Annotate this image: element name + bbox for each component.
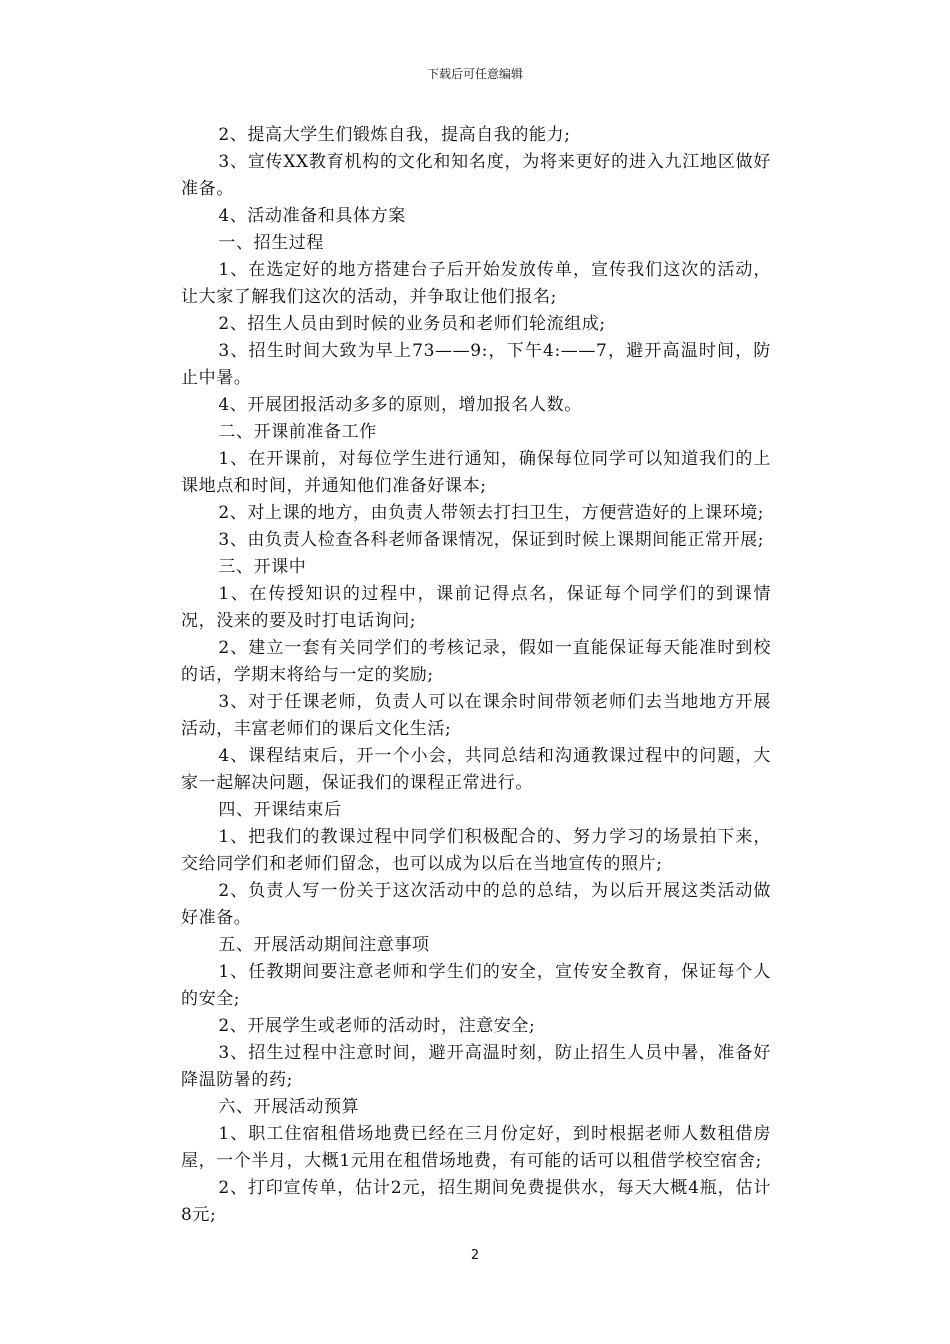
page-number: 2 bbox=[470, 1248, 480, 1263]
paragraph: 4、活动准备和具体方案 bbox=[218, 206, 406, 226]
paragraph: 2、打印宣传单，估计2元，招生期间免费提供水，每天大概4瓶，估计8元; bbox=[181, 1178, 771, 1225]
paragraph: 3、招生时间大致为早上73——9:，下午4:——7，避开高温时间，防止中暑。 bbox=[181, 341, 771, 388]
paragraph: 4、课程结束后，开一个小会，共同总结和沟通教课过程中的问题，大家一起解决问题，保证我们的课程正常进行。 bbox=[181, 746, 771, 793]
paragraph: 1、把我们的教课过程中同学们积极配合的、努力学习的场景拍下来，交给同学们和老师们留念，也可以成为以后在当地宣传的照片; bbox=[181, 827, 771, 874]
paragraph: 1、在开课前，对每位学生进行通知，确保每位同学可以知道我们的上课地点和时间，并通知他们准备好课本; bbox=[181, 449, 771, 496]
paragraph: 3、招生过程中注意时间，避开高温时刻，防止招生人员中暑，准备好降温防暑的药; bbox=[181, 1043, 771, 1090]
paragraph: 1、在选定好的地方搭建台子后开始发放传单，宣传我们这次的活动，让大家了解我们这次的活动，并争取让他们报名; bbox=[181, 260, 771, 307]
paragraph: 2、提高大学生们锻炼自我，提高自我的能力; bbox=[218, 125, 571, 145]
paragraph: 1、任教期间要注意老师和学生们的安全，宣传安全教育，保证每个人的安全; bbox=[181, 962, 771, 1009]
section-heading: 一、招生过程 bbox=[218, 233, 324, 253]
section-heading: 四、开课结束后 bbox=[218, 800, 342, 820]
paragraph: 3、对于任课老师，负责人可以在课余时间带领老师们去当地地方开展活动，丰富老师们的课后文化生活; bbox=[181, 692, 771, 739]
paragraph: 3、由负责人检查各科老师备课情况，保证到时候上课期间能正常开展; bbox=[218, 530, 765, 550]
section-heading: 三、开课中 bbox=[218, 557, 307, 577]
paragraph: 2、建立一套有关同学们的考核记录，假如一直能保证每天能准时到校的话，学期末将给与一定的奖励; bbox=[181, 638, 771, 685]
paragraph: 2、对上课的地方，由负责人带领去打扫卫生，方便营造好的上课环境; bbox=[218, 503, 765, 523]
paragraph: 2、招生人员由到时候的业务员和老师们轮流组成; bbox=[218, 314, 606, 334]
section-heading: 五、开展活动期间注意事项 bbox=[218, 935, 430, 955]
paragraph: 1、在传授知识的过程中，课前记得点名，保证每个同学们的到课情况，没来的要及时打电话询问; bbox=[181, 584, 771, 631]
paragraph: 3、宣传XX教育机构的文化和知名度，为将来更好的进入九江地区做好准备。 bbox=[181, 152, 771, 199]
paragraph: 2、开展学生或老师的活动时，注意安全; bbox=[218, 1016, 536, 1036]
page-header: 下载后可任意编辑 bbox=[426, 67, 523, 81]
paragraph: 2、负责人写一份关于这次活动中的总的总结，为以后开展这类活动做好准备。 bbox=[181, 881, 771, 928]
section-heading: 六、开展活动预算 bbox=[218, 1097, 360, 1117]
section-heading: 二、开课前准备工作 bbox=[218, 422, 377, 442]
document-body bbox=[181, 122, 771, 1229]
paragraph: 4、开展团报活动多多的原则，增加报名人数。 bbox=[218, 395, 582, 415]
paragraph: 1、职工住宿租借场地费已经在三月份定好，到时根据老师人数租借房屋，一个半月，大概1元用在租借场地费，有可能的话可以租借学校空宿舍; bbox=[181, 1124, 771, 1171]
